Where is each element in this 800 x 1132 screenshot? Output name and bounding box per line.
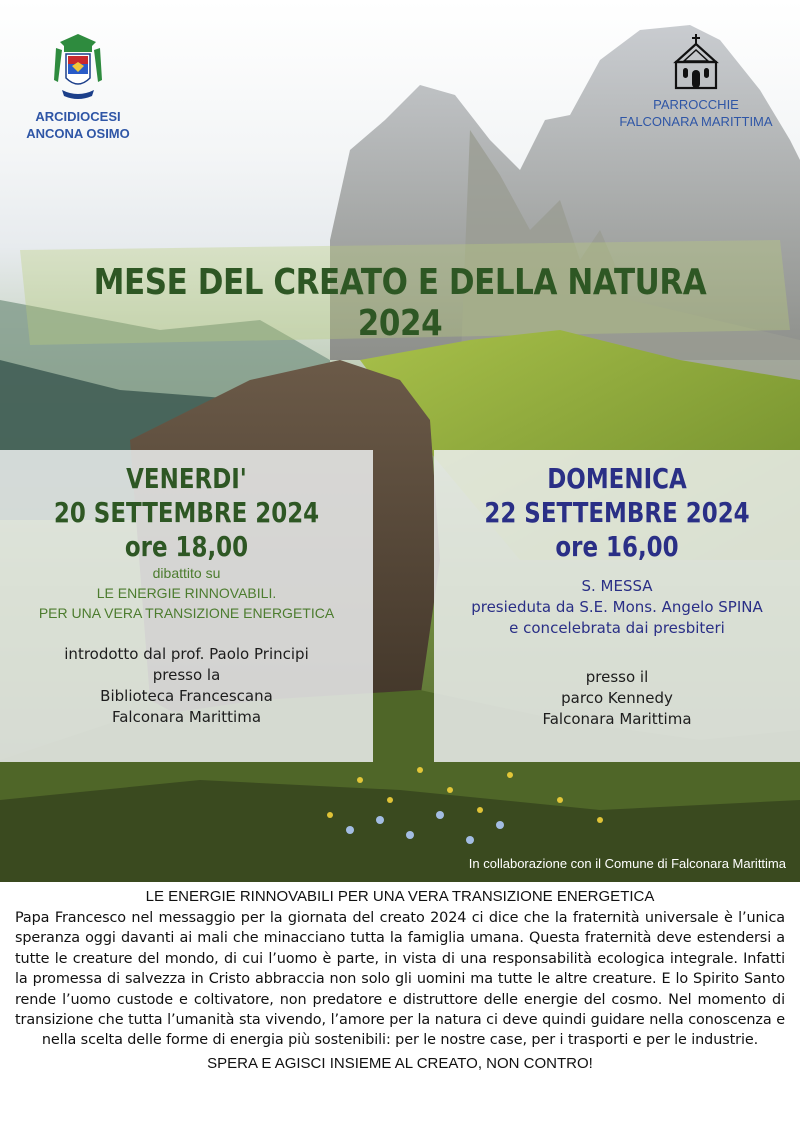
event-place-line-3: Falconara Marittima	[542, 710, 692, 728]
event-place-line-1: presso la	[152, 666, 221, 684]
bottom-body-text: Papa Francesco nel messaggio per la giornata del creato 2024 ci dice che la fraternità universale è l’unica speranza oggi davanti ai mali che minacciano tutta la famiglia umana. Questa fraternità deve estendersi a tutte le creature del mondo, di cui l’uomo è parte, in vista di una responsabilità ecologica integrale. Infatti la promessa di salvezza in Cristo abbraccia non solo gli uomini ma tutte le altre creature. E lo Spirito Santo rende l’uomo custode e coltivatore, non predatore e distruttore delle energie del cosmo. Nel momento di transizione che tutta l’umanità sta vivendo, l’amore per la natura ci deve quindi guidare nella conoscenza e nella scelta delle forme di energia più sostenibili: per le nostre case, per i trasporti e per le industrie.	[15, 910, 785, 1049]
parish-line-2: FALCONARA MARITTIMA	[619, 114, 773, 129]
event-place-line-2: parco Kennedy	[561, 689, 673, 707]
diocese-line-2: ANCONA OSIMO	[26, 126, 130, 141]
bottom-heading: LE ENERGIE RINNOVABILI PER UNA VERA TRANSIZIONE ENERGETICA	[145, 888, 655, 905]
church-icon	[670, 34, 722, 90]
event-place-line-2: Biblioteca Francescana	[100, 687, 273, 705]
bottom-closing: SPERA E AGISCI INSIEME AL CREATO, NON CONTRO!	[207, 1054, 593, 1072]
event-intro: introdotto dal prof. Paolo Principi	[64, 645, 309, 663]
event-time: ore 18,00	[124, 530, 249, 563]
diocese-label	[14, 108, 142, 142]
parish-line-1: PARROCCHIE	[653, 97, 739, 112]
event-day: VENERDI'	[126, 462, 247, 495]
bottom-text-section	[0, 882, 800, 1132]
event-panel-friday	[0, 450, 373, 762]
diocese-coat-of-arms-icon	[52, 32, 104, 104]
event-date: 20 SETTEMBRE 2024	[53, 496, 320, 529]
diocese-line-1: ARCIDIOCESI	[35, 109, 121, 124]
collaboration-note: In collaborazione con il Comune di Falconara Marittima	[468, 856, 786, 871]
event-day: DOMENICA	[547, 462, 687, 495]
event-desc-line-1: presieduta da S.E. Mons. Angelo SPINA	[471, 598, 763, 616]
event-topic-line-2: PER UNA VERA TRANSIZIONE ENERGETICA	[38, 605, 335, 621]
event-topic-line-1: LE ENERGIE RINNOVABILI.	[96, 585, 277, 601]
event-date: 22 SETTEMBRE 2024	[484, 496, 750, 529]
event-time: ore 16,00	[555, 530, 679, 563]
parishes-label	[598, 96, 794, 130]
event-kind: dibattito su	[152, 565, 221, 581]
event-kind: S. MESSA	[581, 577, 653, 595]
event-place-line-3: Falconara Marittima	[111, 708, 262, 726]
event-place-line-1: presso il	[585, 668, 649, 686]
event-panel-sunday	[434, 450, 800, 762]
event-desc-line-2: e concelebrata dai presbiteri	[509, 619, 725, 637]
poster-title: MESE DEL CREATO E DELLA NATURA 2024	[93, 262, 707, 344]
